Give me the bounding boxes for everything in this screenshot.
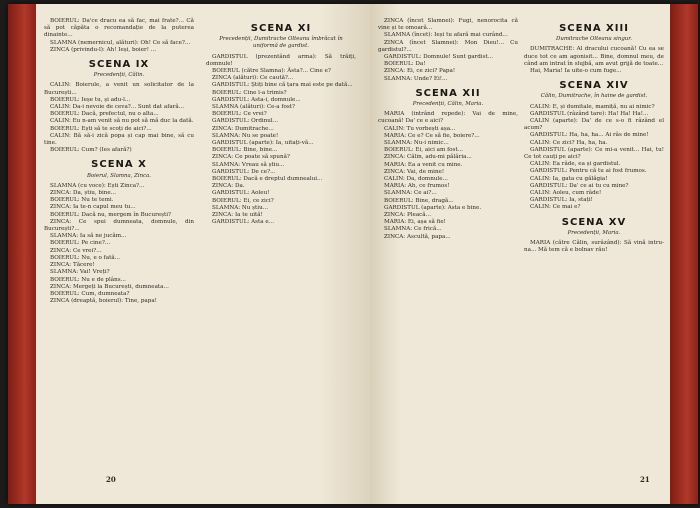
dialogue-line: GARDISTUL (râzând tare): Ha! Ha! Ha!... <box>530 110 649 117</box>
dialogue-line: ZINCA: Ce spui dumneata, domnule, din București?... <box>44 218 194 233</box>
dialogue-line: CALIN: Eu n-am venit să nu pot să mă duc la dată. <box>50 118 194 125</box>
open-book <box>8 4 698 504</box>
dialogue-line: CALIN: Aoleu, cum râde! <box>530 190 602 197</box>
dialogue-line: ZINCA (încet Slamnei): Mon Dieu!... Cu gardistul?... <box>378 39 518 53</box>
book-cover-edge-right <box>670 4 698 504</box>
dialogue-line: ZINCA: Vai, de mine! <box>384 168 445 175</box>
dialogue-line: CALIN: Ce mai e? <box>530 204 581 211</box>
dialogue-line: BOIERUL: Bine, dragă... <box>384 197 454 204</box>
page-number-right: 21 <box>640 475 650 484</box>
left-column-2 <box>206 18 356 226</box>
dialogue-line: ZINCA: Da, știu, bine... <box>50 190 117 197</box>
dialogue-line: DUMITRACHE: Al dracului cucoană! Cu ea se duce tot ce am agonisit... Bine, domnul meu, de când am intrat în slujbă, am avut grijă de toate... <box>524 46 664 67</box>
dialogue-line: CALIN: E, și dumitale, mamiță, nu ai nimic? <box>530 103 655 110</box>
scene-heading: SCENA IX <box>88 59 150 71</box>
dialogue-line: SLAMNA: Unde? Ei!... <box>384 75 448 82</box>
right-page <box>370 4 670 504</box>
dialogue-line: ZINCA: Ce poate să spună? <box>212 154 290 161</box>
dialogue-line: GARDISTUL: De ce?... <box>212 168 276 175</box>
dialogue-line: SLAMNA (încet): Ieși tu afară mai curând... <box>384 32 508 39</box>
scene-heading: SCENA XIII <box>559 23 629 34</box>
dialogue-line: SLAMNA (cu voce): Ești Zinca?... <box>50 182 145 189</box>
dialogue-line: ZINCA: Ia te-n capul meu tu... <box>50 204 136 211</box>
page-number-left: 20 <box>106 475 116 484</box>
right-column-1 <box>378 18 518 241</box>
dialogue-line: CALIN: Ea râde, ea și gardistul. <box>530 161 621 168</box>
book-cover-edge-left <box>8 4 36 504</box>
dialogue-line: SLAMNA: Vreau să știu... <box>212 161 285 168</box>
scene-heading: SCENA X <box>91 159 147 171</box>
dialogue-line: CALIN: Tu vorbești așa... <box>384 125 456 132</box>
dialogue-line: GARDISTUL: Ordinul... <box>212 118 279 125</box>
dialogue-line: CALIN: Da-i nevoie de ceva?... Sunt dat afară... <box>50 104 185 111</box>
scene-stage-direction: Precedenții, Călin, Maria. <box>412 101 484 108</box>
dialogue-line: MARIA (intrând repede): Vai de mine, cucoană! Da' ce e aici? <box>378 111 518 125</box>
dialogue-line: SLAMNA: Ia să ne jucăm... <box>50 233 127 240</box>
dialogue-line: BOIERUL: Ieșe tu, și adu-l... <box>50 96 131 103</box>
dialogue-line: SLAMNA: Ce ai?... <box>384 190 437 197</box>
dialogue-line: MARIA: Ei, așa să fie! <box>384 219 446 226</box>
dialogue-line: CALIN: Ia, gata cu gălăgia! <box>530 175 608 182</box>
dialogue-line: GARDISTUL (aparte): Asta e bine. <box>384 204 482 211</box>
dialogue-line: BOIERUL: Dacă e dreptul dumnealui... <box>212 176 323 183</box>
dialogue-line: ZINCA: Tăcere! <box>50 262 95 269</box>
dialogue-line: ZINCA: Mergeți la București, dumneata... <box>50 283 169 290</box>
dialogue-line: ZINCA: Călin, adu-mi pălăria... <box>384 154 472 161</box>
left-page <box>36 4 371 504</box>
dialogue-line: GARDISTUL (aparte): Ia, uitați-vă... <box>212 140 314 147</box>
dialogue-line: ZINCA: Ce vrei?... <box>50 247 102 254</box>
scene-stage-direction: Dumitrache Olteanu singur. <box>556 36 632 43</box>
scene-heading: SCENA XII <box>415 87 481 99</box>
dialogue-line: BOIERUL: Cine l-a trimis? <box>212 89 287 96</box>
dialogue-line: CALIN: Da, domnule... <box>384 176 448 183</box>
dialogue-line: ZINCA: Ia te uită! <box>212 212 263 219</box>
dialogue-line: GARDISTUL: Știți bine că țara mai este pe dată... <box>212 82 353 89</box>
dialogue-line: GARDISTUL: Ha, ha, ha... Ai râs de mine! <box>530 132 649 139</box>
dialogue-line: BOIERUL: Ce vrei? <box>212 111 267 118</box>
dialogue-line: MARIA: Ea a venit cu mine. <box>384 161 463 168</box>
right-column-2 <box>524 18 664 254</box>
dialogue-line: MARIA: Ah, ce frumos! <box>384 183 450 190</box>
dialogue-line: CALIN: Ce zici? Ha, ha, ha. <box>530 139 608 146</box>
dialogue-line: BOIERUL: Ei, ce zici? <box>212 197 274 204</box>
dialogue-line: BOIERUL: Pe cine?... <box>50 240 111 247</box>
dialogue-line: SLAMNA: Nu-i nimic... <box>384 140 449 147</box>
dialogue-line: SLAMNA: Nu știu... <box>212 204 269 211</box>
scene-stage-direction: Boierul, Slamna, Zinca. <box>86 172 152 179</box>
dialogue-line: BOIERUL: Ești să te scoți de aici?... <box>50 125 152 132</box>
dialogue-line: BOIERUL: Da'ce dracu ea să fac, mai frate?... Că să pot căpăta o recomandație de la puterea dinainte... <box>44 18 194 39</box>
dialogue-line: ZINCA: Ei, ce zici? Papa! <box>384 68 456 75</box>
dialogue-line: ZINCA (încet Slamnei): Fugi, nenorocita că vine și te omoară... <box>378 18 518 32</box>
scene-stage-direction: Precedenții, Maria. <box>567 229 621 236</box>
dialogue-line: SLAMNA (alături): Ce-a fost? <box>212 104 295 111</box>
dialogue-line: MARIA (către Călin, surâzând): Să vină intru-na... Mă tem că e bolnav rău! <box>524 240 664 254</box>
dialogue-line: ZINCA (dreaptă, boierul): Tine, papa! <box>50 298 157 305</box>
dialogue-line: BOIERUL: Dacă, prefectul, nu o alta... <box>50 111 159 118</box>
dialogue-line: GARDISTUL: Pentru că tu ai fost frumos. <box>530 168 647 175</box>
dialogue-line: SLAMNA: Ce frică... <box>384 226 442 233</box>
dialogue-line: BOIERUL: Cum? (Ies afară?) <box>50 147 132 154</box>
dialogue-line: GARDISTUL: Aoleu! <box>212 190 270 197</box>
dialogue-line: ZINCA (privindu-l): Ah! Ieși, boier! ... <box>50 46 157 53</box>
dialogue-line: GARDISTUL: Domnule! Sunt gardist... <box>384 54 494 61</box>
dialogue-line: BOIERUL: Da! <box>384 61 426 68</box>
dialogue-line: SLAMNA: Nu se poate! <box>212 132 279 139</box>
dialogue-line: GARDISTUL: Asta-i, domnule... <box>212 96 301 103</box>
dialogue-line: ZINCA: Pleacă... <box>384 212 431 219</box>
scene-heading: SCENA XIV <box>559 80 629 92</box>
dialogue-line: ZINCA (alături): Ce caută?... <box>212 75 294 82</box>
dialogue-line: BOIERUL: Nu, e o fată... <box>50 254 121 261</box>
dialogue-line: ZINCA: Da. <box>212 183 245 190</box>
dialogue-line: BOIERUL: Nu e de plâns... <box>50 276 126 283</box>
dialogue-line: CALIN: Boierule, a venit un solicitator de la București... <box>44 82 194 96</box>
dialogue-line: BOIERUL: Bine, bine... <box>212 147 278 154</box>
dialogue-line: SLAMNA (nemernicul, alături): Oh! Ce să face?... <box>50 39 191 46</box>
dialogue-line: SLAMNA: Vai! Vreți? <box>50 269 110 276</box>
dialogue-line: BOIERUL (către Slamna): Ăsta?... Cine e? <box>212 68 331 75</box>
dialogue-line: BOIERUL: Ei, aici am fost... <box>384 147 463 154</box>
dialogue-line: MARIA: Ce e? Ce să fie, boiere?... <box>384 132 480 139</box>
dialogue-line: GARDISTUL (prezentând arma): Să trăiți, domnule! <box>206 53 356 67</box>
scene-stage-direction: Precedenții, Dumitrache Olteanu îmbrăcat în uniformă de gardist. <box>219 36 343 50</box>
dialogue-line: GARDISTUL: Ia, stați! <box>530 197 593 204</box>
scene-heading: SCENA XI <box>250 23 312 34</box>
left-column-1 <box>44 18 194 305</box>
dialogue-line: GARDISTUL (aparte): Ce mi-a venit... Hai, tu! Ce tot cauți pe aici? <box>524 146 664 161</box>
scene-stage-direction: Precedenții, Călin. <box>93 72 145 79</box>
dialogue-line: CALIN: Bă să-i zică popa și cap mai bine, să cu tine. <box>44 132 194 147</box>
dialogue-line: ZINCA: Dumitrache... <box>212 125 274 132</box>
dialogue-line: ZINCA: Ascultă, papa... <box>384 233 451 240</box>
scene-heading: SCENA XV <box>561 216 627 228</box>
dialogue-line: BOIERUL: Cum, dumneata? <box>50 290 130 297</box>
dialogue-line: CALIN (aparte): Da' de ce s-o fi râzând el acum? <box>524 118 664 132</box>
dialogue-line: GARDISTUL: Da' ce ai tu cu mine? <box>530 182 629 189</box>
scene-stage-direction: Călin, Dumitrache, în haine de gardist. <box>540 93 648 100</box>
dialogue-line: GARDISTUL: Asta e... <box>212 219 274 226</box>
dialogue-line: Hai, Maria! Ia uite-o cum fuge... <box>530 68 622 75</box>
dialogue-line: BOIERUL: Dacă nu, mergem în București? <box>50 211 171 218</box>
dialogue-line: BOIERUL: Nu te temi. <box>50 197 114 204</box>
